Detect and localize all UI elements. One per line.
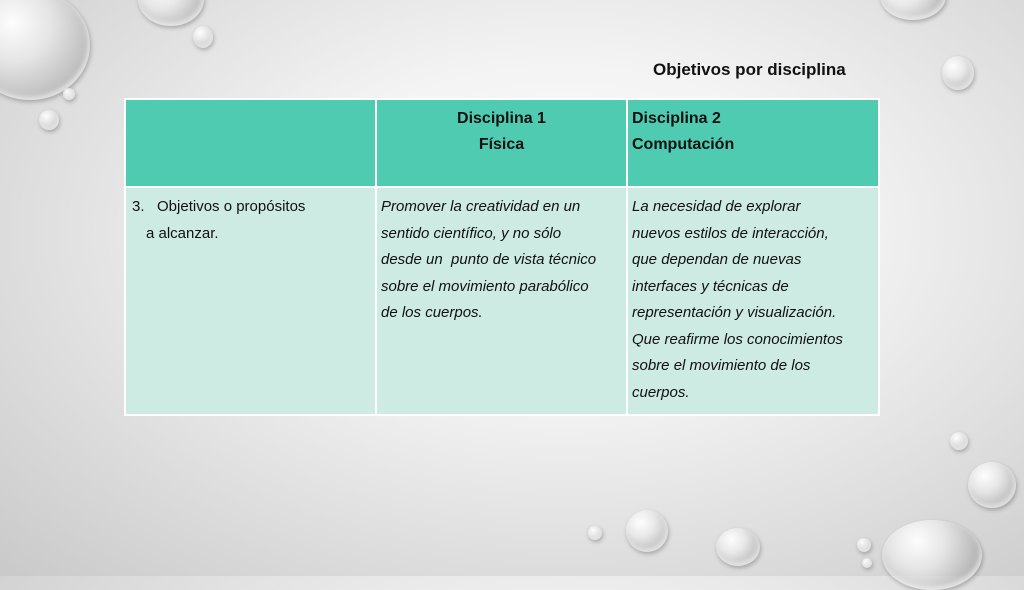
physics-objective-line: Promover la creatividad en un bbox=[381, 198, 581, 215]
water-drop-decoration bbox=[0, 0, 90, 100]
computing-objective-cell bbox=[627, 187, 879, 415]
water-drop-decoration bbox=[588, 526, 602, 540]
discipline-1-title: Disciplina 1 bbox=[457, 110, 546, 127]
water-drop-decoration bbox=[968, 462, 1016, 508]
computing-objective-line: sobre el movimiento de los bbox=[632, 357, 811, 374]
water-drop-decoration bbox=[862, 558, 872, 568]
row-label-cell bbox=[125, 187, 376, 415]
physics-objective-line: de los cuerpos. bbox=[381, 304, 483, 321]
water-drop-decoration bbox=[882, 520, 982, 590]
physics-objective-line: desde un punto de vista técnico bbox=[381, 251, 597, 268]
water-drop-decoration bbox=[880, 0, 946, 20]
water-drop-decoration bbox=[39, 110, 59, 130]
header-discipline-2 bbox=[627, 99, 879, 187]
header-discipline-1 bbox=[376, 99, 627, 187]
computing-objective-line: representación y visualización. bbox=[632, 304, 837, 321]
water-drop-decoration bbox=[857, 538, 871, 552]
objectives-table bbox=[124, 98, 880, 416]
water-drop-decoration bbox=[63, 88, 75, 100]
water-drop-decoration bbox=[193, 26, 213, 48]
physics-objective-line: sobre el movimiento parabólico bbox=[381, 277, 589, 295]
row-label-line: a alcanzar. bbox=[146, 224, 219, 242]
computing-objective-line: cuerpos. bbox=[632, 383, 690, 401]
water-drop-decoration bbox=[950, 432, 968, 450]
physics-objective-line: sentido científico, y no sólo bbox=[381, 224, 562, 242]
table-row bbox=[125, 187, 879, 415]
computing-objective-line: La necesidad de explorar bbox=[632, 198, 801, 215]
header-empty-text bbox=[126, 100, 375, 106]
computing-objective-line: que dependan de nuevas bbox=[632, 251, 802, 268]
table-header-row bbox=[125, 99, 879, 187]
water-drop-decoration bbox=[626, 510, 668, 552]
row-label-line: 3. Objetivos o propósitos bbox=[132, 198, 306, 215]
physics-objective-cell bbox=[376, 187, 627, 415]
slide-title: Objetivos por disciplina bbox=[653, 60, 846, 79]
water-drop-decoration bbox=[138, 0, 204, 26]
discipline-2-name: Computación bbox=[632, 136, 735, 153]
header-empty-cell bbox=[125, 99, 376, 187]
water-drop-decoration bbox=[716, 528, 760, 566]
computing-objective-line: nuevos estilos de interacción, bbox=[632, 224, 829, 242]
water-drop-decoration bbox=[942, 56, 974, 90]
discipline-1-name: Física bbox=[478, 136, 525, 153]
computing-objective-line: interfaces y técnicas de bbox=[632, 277, 789, 295]
discipline-2-title: Disciplina 2 bbox=[632, 110, 721, 127]
computing-objective-line: Que reafirme los conocimientos bbox=[632, 330, 843, 348]
